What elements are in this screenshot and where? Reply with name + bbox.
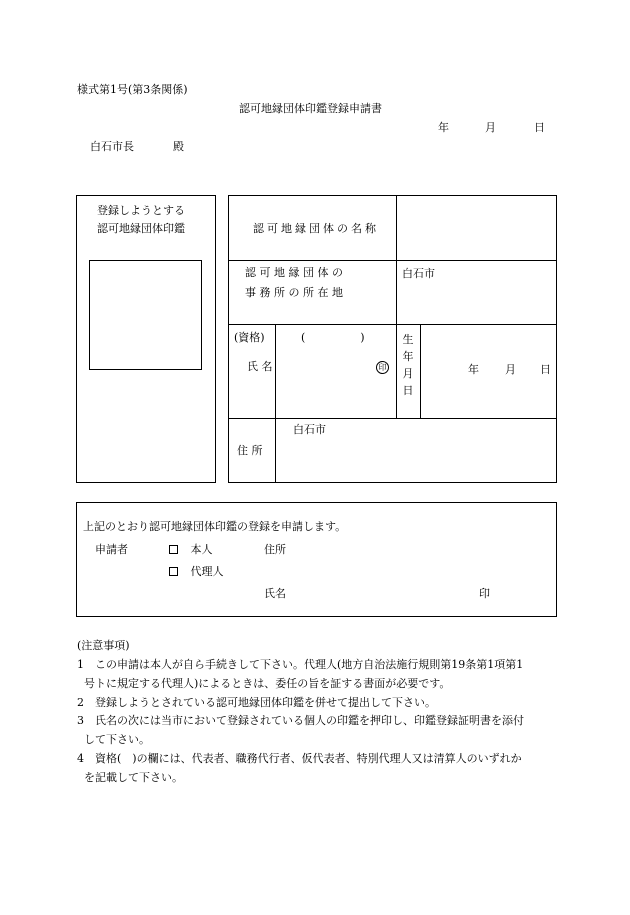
note-1-line1: この申請は本人が自ら手続きして下さい。代理人(地方自治法施行規則第19条第1項第1	[95, 658, 524, 671]
person-name-label: 氏 名	[247, 360, 273, 373]
birth-day-label: 日	[540, 363, 551, 376]
note-number: 3	[77, 714, 84, 727]
addressee: 白石市長	[90, 140, 134, 153]
birth-year-label: 年	[468, 363, 479, 376]
address-label: 住 所	[237, 444, 263, 457]
seal-mark	[376, 361, 389, 374]
document-title: 認可地縁団体印鑑登録申請書	[239, 102, 382, 115]
office-label-line2: 事 務 所 の 所 在 地	[245, 286, 343, 299]
applicant-label: 申請者	[95, 543, 128, 556]
birth-date-label	[401, 331, 415, 399]
form-number: 様式第1号(第3条関係)	[77, 83, 188, 96]
seal-box-label-line2: 認可地縁団体印鑑	[97, 222, 185, 235]
date-month-label: 月	[485, 121, 496, 134]
group-name-field[interactable]	[401, 204, 551, 254]
birth-month-label: 月	[505, 363, 516, 376]
option-self-label: 本人	[190, 543, 213, 556]
table-col-divider	[396, 196, 397, 324]
note-number: 4	[77, 752, 84, 765]
date-day-label: 日	[534, 121, 545, 134]
application-statement: 上記のとおり認可地縁団体印鑑の登録を申請します。	[83, 520, 347, 533]
note-number: 2	[77, 696, 84, 709]
option-agent-label: 代理人	[190, 565, 224, 578]
birth-label-char: 生	[402, 333, 414, 346]
seal-impression-area[interactable]	[89, 260, 202, 370]
note-4-line2: を記載して下さい。	[84, 771, 183, 784]
notes-heading: (注意事項)	[77, 639, 130, 652]
info-table	[228, 195, 557, 483]
note-4-line1: 資格( )の欄には、代表者、職務代行者、仮代表者、特別代理人又は清算人のいずれか	[95, 752, 522, 765]
birth-label-char: 月	[402, 367, 414, 380]
address-value[interactable]: 白石市	[293, 423, 326, 436]
table-col-divider	[275, 324, 276, 482]
qualification-label: (資格)	[234, 331, 265, 344]
birth-label-char: 年	[402, 350, 414, 363]
office-label-line1: 認 可 地 縁 団 体 の	[245, 266, 343, 279]
date-year-label: 年	[438, 121, 449, 134]
seal-box-label-line1: 登録しようとする	[97, 204, 185, 217]
applicant-address-label: 住所	[264, 543, 286, 556]
group-name-label: 認可地縁団体の名称	[253, 222, 379, 235]
note-2-line1: 登録しようとされている認可地縁団体印鑑を併せて提出して下さい。	[95, 696, 436, 709]
birth-label-char: 日	[402, 384, 414, 397]
seal-registration-box	[76, 195, 216, 483]
note-1-line2: 号トに規定する代理人)によるときは、委任の旨を証する書面が必要です。	[84, 677, 451, 690]
office-address-value[interactable]: 白石市	[402, 267, 435, 280]
applicant-name-label: 氏名	[264, 587, 286, 600]
option-agent[interactable]	[169, 566, 224, 579]
qualification-parens[interactable]: ( )	[301, 331, 365, 344]
table-row-divider	[229, 418, 556, 419]
note-3-line1: 氏名の次には当市において登録されている個人の印鑑を押印し、印鑑登録証明書を添付	[95, 714, 524, 727]
applicant-seal-label: 印	[479, 587, 490, 600]
table-col-divider	[420, 324, 421, 418]
application-box	[76, 502, 557, 617]
note-3-line2: して下さい。	[84, 733, 150, 746]
table-row-divider	[229, 324, 556, 325]
table-col-divider	[396, 324, 397, 418]
seal-mark-text: 印	[376, 361, 389, 374]
note-number: 1	[77, 658, 84, 671]
agent-checkbox[interactable]	[169, 567, 178, 576]
self-checkbox[interactable]	[169, 545, 178, 554]
honorific: 殿	[173, 140, 184, 153]
option-self[interactable]	[169, 544, 213, 557]
table-row-divider	[229, 260, 556, 261]
